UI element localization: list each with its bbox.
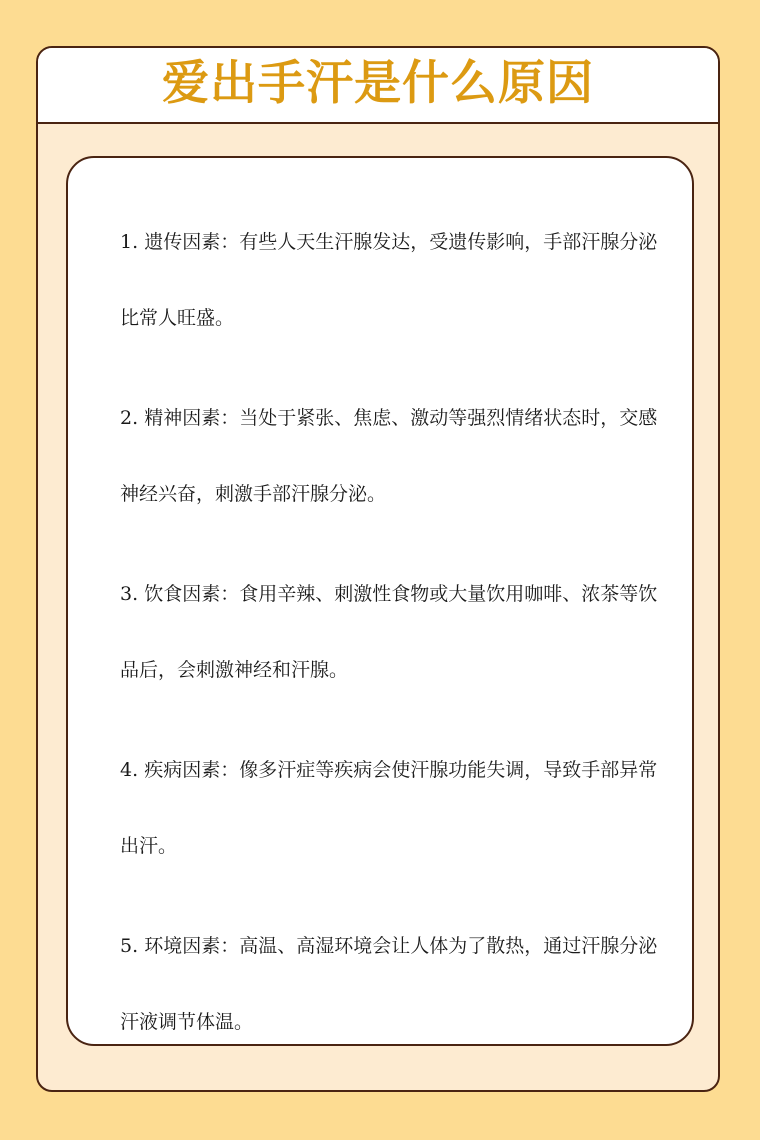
item-heading: 疾病因素： <box>144 759 240 781</box>
item-number: 4. <box>120 759 139 781</box>
item-heading: 环境因素： <box>144 935 240 957</box>
title-band <box>38 48 718 124</box>
item-number: 5. <box>120 935 139 957</box>
cause-item-environment <box>120 908 660 1060</box>
cause-item-diet <box>120 556 660 708</box>
item-number: 3. <box>120 583 139 605</box>
item-number: 2. <box>120 407 139 429</box>
item-heading: 精神因素： <box>144 407 240 429</box>
cause-item-genetic <box>120 204 660 356</box>
cause-item-disease <box>120 732 660 884</box>
item-number: 1. <box>120 231 139 253</box>
item-heading: 遗传因素： <box>144 231 240 253</box>
cause-item-mental <box>120 380 660 532</box>
item-text: 当处于紧张、焦虑、激动等强烈情绪状态时，交感神经兴奋，刺激手部汗腺分泌。 <box>120 407 658 505</box>
item-text: 高温、高湿环境会让人体为了散热，通过汗腺分泌汗液调节体温。 <box>120 935 658 1033</box>
item-heading: 饮食因素： <box>144 583 240 605</box>
item-text: 像多汗症等疾病会使汗腺功能失调，导致手部异常出汗。 <box>120 759 658 857</box>
content-card <box>66 156 694 1046</box>
item-text: 食用辛辣、刺激性食物或大量饮用咖啡、浓茶等饮品后，会刺激神经和汗腺。 <box>120 583 658 681</box>
item-text: 有些人天生汗腺发达，受遗传影响，手部汗腺分泌比常人旺盛。 <box>120 231 658 329</box>
page-title: 爱出手汗是什么原因 <box>162 56 594 111</box>
cause-list <box>120 204 660 1084</box>
